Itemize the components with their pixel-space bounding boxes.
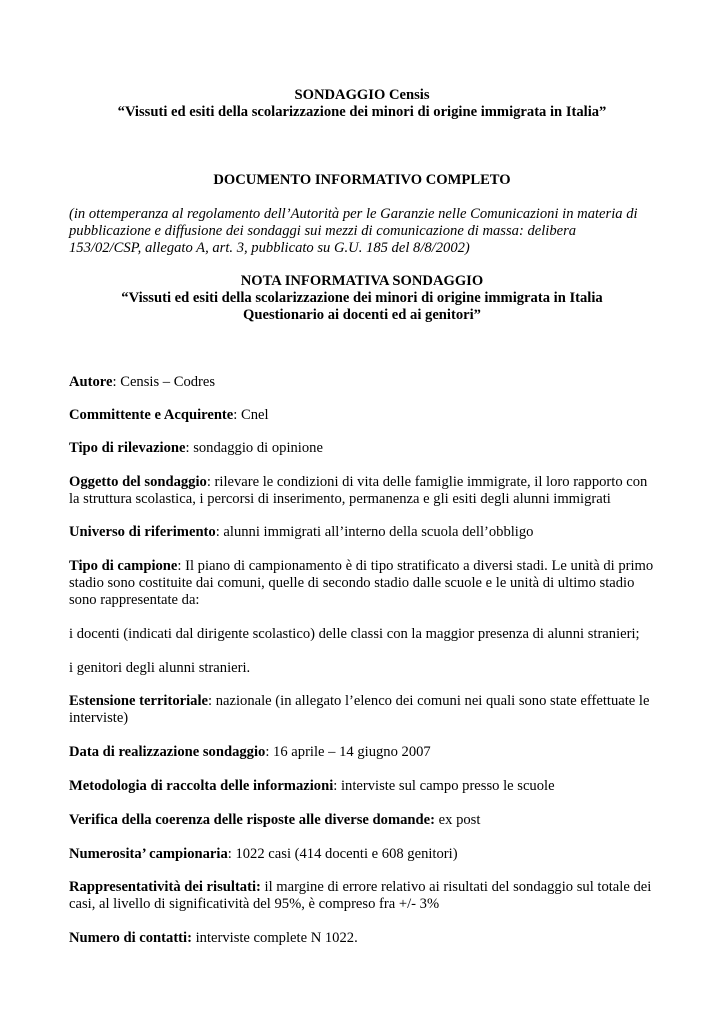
field-tipo-rilevazione	[69, 440, 669, 457]
field-data-realizzazione	[69, 744, 669, 761]
field-label: Numerosita’ campionaria	[69, 846, 228, 862]
field-universo	[69, 524, 669, 541]
field-campione	[69, 558, 669, 609]
field-verifica	[69, 812, 669, 829]
field-value: il margine di errore relativo ai risultati del sondaggio sul totale dei	[260, 879, 652, 895]
field-value: : 16 aprile – 14 giugno 2007	[265, 744, 431, 760]
field-label: Estensione territoriale	[69, 693, 209, 709]
field-value: : alunni immigrati all’interno della scuola dell’obbligo	[215, 524, 534, 540]
field-contatti	[69, 930, 669, 947]
nota-title: NOTA INFORMATIVA SONDAGGIO	[240, 273, 484, 289]
field-value: interviste)	[69, 710, 129, 726]
field-label: Tipo di rilevazione	[69, 440, 186, 456]
field-value: : rilevare le condizioni di vita delle famiglie immigrate, il loro rapporto con	[206, 474, 648, 490]
field-label: Rappresentatività dei risultati:	[69, 879, 261, 895]
field-value: ex post	[435, 812, 481, 828]
survey-title: SONDAGGIO Censis	[294, 87, 430, 103]
field-value: : sondaggio di opinione	[185, 440, 323, 456]
field-value: : 1022 casi (414 docenti e 608 genitori)	[227, 846, 458, 862]
field-label: Data di realizzazione sondaggio	[69, 744, 266, 760]
field-label: Committente e Acquirente	[69, 407, 234, 423]
field-numerosita	[69, 846, 669, 863]
field-value: : Censis – Codres	[112, 374, 216, 390]
docenti-item: i docenti (indicati dal dirigente scolastico) delle classi con la maggior presenza di alunni stranieri;	[69, 626, 640, 642]
field-metodologia	[69, 778, 669, 795]
field-committente	[69, 407, 669, 424]
field-value: : interviste sul campo presso le scuole	[333, 778, 555, 794]
field-value: : Il piano di campionamento è di tipo stratificato a diversi stadi. Le unità di primo	[177, 558, 654, 574]
legal-note-line: (in ottemperanza al regolamento dell’Autorità per le Garanzie nelle Comunicazioni in materia di	[69, 206, 638, 222]
field-value: : nazionale (in allegato l’elenco dei comuni nei quali sono state effettuate le	[208, 693, 650, 709]
nota-subtitle: “Vissuti ed esiti della scolarizzazione dei minori di origine immigrata in Italia	[121, 290, 603, 306]
field-label: Tipo di campione	[69, 558, 178, 574]
nota-subtitle-2: Questionario ai docenti ed ai genitori”	[243, 307, 481, 323]
survey-subtitle: “Vissuti ed esiti della scolarizzazione dei minori di origine immigrata in Italia”	[117, 104, 607, 120]
field-rappresentativita	[69, 879, 669, 913]
document-title: DOCUMENTO INFORMATIVO COMPLETO	[213, 172, 511, 188]
field-value: la struttura scolastica, i percorsi di inserimento, permanenza e gli esiti degli alunni immigrati	[69, 491, 611, 507]
legal-note-line: 153/02/CSP, allegato A, art. 3, pubblicato su G.U. 185 del 8/8/2002)	[69, 240, 470, 256]
field-value: interviste complete N 1022.	[191, 930, 358, 946]
field-label: Verifica della coerenza delle risposte alle diverse domande:	[69, 812, 435, 828]
genitori-item: i genitori degli alunni stranieri.	[69, 660, 251, 676]
field-label: Numero di contatti:	[69, 930, 192, 946]
field-oggetto	[69, 474, 669, 508]
legal-note	[69, 206, 665, 257]
field-estensione	[69, 693, 669, 727]
field-value: stadio sono costituite dai comuni, quelle di secondo stadio dalle scuole e le unità di ultimo stadio	[69, 575, 635, 591]
field-value: : Cnel	[233, 407, 269, 423]
field-label: Oggetto del sondaggio	[69, 474, 207, 490]
field-label: Universo di riferimento	[69, 524, 216, 540]
field-value: casi, al livello di significatività del 95%, è compreso fra +/- 3%	[69, 896, 440, 912]
legal-note-line: pubblicazione e diffusione dei sondaggi sui mezzi di comunicazione di massa: delibera	[69, 223, 577, 239]
field-autore	[69, 374, 669, 391]
field-value: sono rappresentate da:	[69, 592, 200, 608]
field-label: Autore	[69, 374, 113, 390]
field-label: Metodologia di raccolta delle informazioni	[69, 778, 334, 794]
